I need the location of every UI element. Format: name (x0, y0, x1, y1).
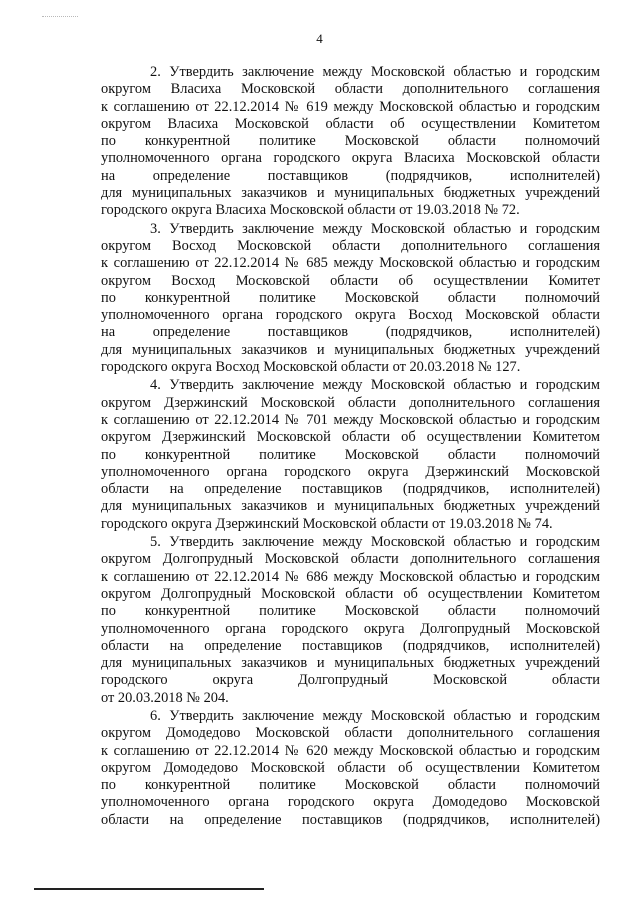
paragraph-line: 3. Утвердить заключение между Московской областью и городским (150, 220, 600, 237)
paragraph-line: области на определение поставщиков (подрядчиков, исполнителей) (101, 811, 600, 828)
paragraph-4 (101, 377, 600, 533)
paragraph-line: по конкурентной политике Московской области полномочий (101, 446, 600, 463)
paragraph-line: округом Домодедово Московской области дополнительного соглашения (101, 725, 600, 742)
paragraph-line: округом Долгопрудный Московской области дополнительного соглашения (101, 551, 600, 568)
paragraph-line: уполномоченного органа городского округа Восход Московской области (101, 307, 600, 324)
paragraph-line: области на определение поставщиков (подрядчиков, исполнителей) (101, 481, 600, 498)
paragraph-line: на определение поставщиков (подрядчиков, исполнителей) (101, 167, 600, 184)
paragraph-line: области на определение поставщиков (подрядчиков, исполнителей) (101, 637, 600, 654)
paragraph-line: к соглашению от 22.12.2014 № 701 между Московской областью и городским (101, 411, 600, 428)
paragraph-3 (101, 221, 600, 377)
paragraph-line: уполномоченного органа городского округа Долгопрудный Московской (101, 620, 600, 637)
paragraph-line: от 20.03.2018 № 204. (101, 689, 229, 706)
paragraph-line: округом Восход Московской области об осуществлении Комитет (101, 272, 600, 289)
paragraph-line: округом Домодедово Московской области об осуществлении Комитетом (101, 759, 600, 776)
paragraph-line: к соглашению от 22.12.2014 № 685 между Московской областью и городским (101, 255, 600, 272)
paragraph-line: уполномоченного органа городского округа Домодедово Московской (101, 794, 600, 811)
paragraph-line: к соглашению от 22.12.2014 № 620 между Московской областью и городским (101, 742, 600, 759)
paragraph-line: уполномоченного органа городского округа Власиха Московской области (101, 150, 600, 167)
paragraph-line: к соглашению от 22.12.2014 № 686 между Московской областью и городским (101, 568, 600, 585)
paragraph-line: по конкурентной политике Московской области полномочий (101, 603, 600, 620)
paragraph-line: городского округа Долгопрудный Московской области (101, 672, 600, 689)
paragraph-line: округом Дзержинский Московской области об осуществлении Комитетом (101, 429, 600, 446)
paragraph-line: для муниципальных заказчиков и муниципальных бюджетных учреждений (101, 341, 600, 358)
paragraph-line: округом Власиха Московской области об осуществлении Комитетом (101, 115, 600, 132)
paragraph-line: округом Дзержинский Московской области дополнительного соглашения (101, 394, 600, 411)
paragraph-line: округом Восход Московской области дополнительного соглашения (101, 237, 600, 254)
document-body (101, 64, 600, 830)
paragraph-6 (101, 708, 600, 829)
paragraph-5 (101, 534, 600, 707)
paragraph-line: для муниципальных заказчиков и муниципальных бюджетных учреждений (101, 498, 600, 515)
paragraph-line: 6. Утвердить заключение между Московской областью и городским (150, 707, 600, 724)
paragraph-line: округом Долгопрудный Московской области об осуществлении Комитетом (101, 585, 600, 602)
paragraph-line: городского округа Восход Московской области от 20.03.2018 № 127. (101, 359, 521, 376)
paragraph-2 (101, 64, 600, 220)
paragraph-line: городского округа Власиха Московской области от 19.03.2018 № 72. (101, 202, 520, 219)
page-number: 4 (316, 31, 323, 46)
paragraph-line: округом Власиха Московской области дополнительного соглашения (101, 81, 600, 98)
paragraph-line: по конкурентной политике Московской области полномочий (101, 133, 600, 150)
paragraph-line: городского округа Дзержинский Московской области от 19.03.2018 № 74. (101, 515, 553, 532)
paragraph-line: к соглашению от 22.12.2014 № 619 между Московской областью и городским (101, 98, 600, 115)
paragraph-line: по конкурентной политике Московской области полномочий (101, 289, 600, 306)
footer-rule (34, 888, 264, 890)
scan-artifact-mark (42, 16, 78, 19)
paragraph-line: по конкурентной политике Московской области полномочий (101, 777, 600, 794)
paragraph-line: уполномоченного органа городского округа Дзержинский Московской (101, 463, 600, 480)
paragraph-line: для муниципальных заказчиков и муниципальных бюджетных учреждений (101, 185, 600, 202)
paragraph-line: для муниципальных заказчиков и муниципальных бюджетных учреждений (101, 655, 600, 672)
paragraph-line: 2. Утвердить заключение между Московской областью и городским (150, 64, 600, 80)
paragraph-line: 4. Утвердить заключение между Московской областью и городским (150, 377, 600, 394)
paragraph-line: 5. Утвердить заключение между Московской областью и городским (150, 534, 600, 551)
paragraph-line: на определение поставщиков (подрядчиков, исполнителей) (101, 324, 600, 341)
